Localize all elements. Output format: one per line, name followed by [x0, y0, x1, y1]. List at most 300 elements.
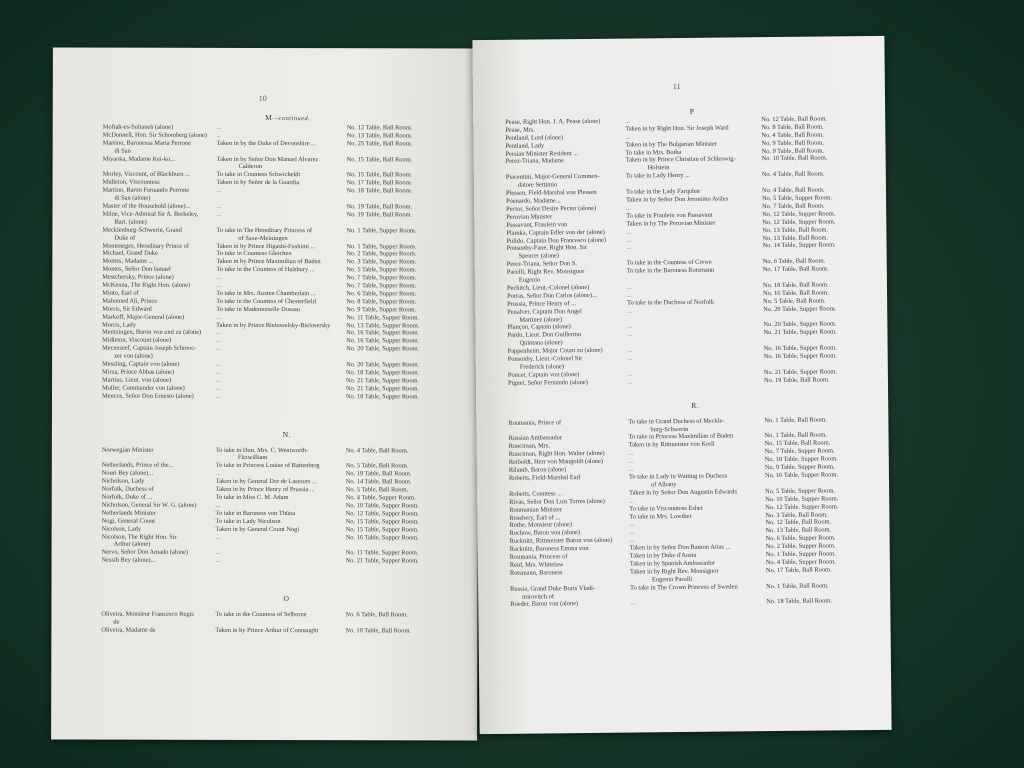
guest-name: [510, 600, 628, 609]
escort-line: Taken in by Señor de la Guardia: [216, 179, 300, 187]
guest-name-line: Rochow, Baron von (alone): [509, 529, 581, 538]
guest-name-line: Miyaoka, Madame Kei-ko...: [102, 155, 176, 163]
table-assignment: No. 21 Table, Supper Room.: [346, 385, 420, 393]
table-assignment: No. 13 Table, Ball Room.: [762, 226, 829, 234]
table-assignment: No. 15 Table, Supper Room.: [345, 525, 419, 533]
table-assignment: No. 8 Table, Ball Room.: [761, 123, 824, 131]
escort-line: To take in Mademoiselle Dussau: [216, 305, 300, 313]
section-letter: M: [265, 112, 273, 123]
guest-name: [103, 155, 215, 163]
table-assignment: No. 3 Table, Supper Room.: [346, 258, 417, 266]
guest-name-line: Pentland, Lord (alone): [505, 133, 564, 142]
guest-name-line: Nogi, General Count: [101, 517, 156, 525]
guest-name-continuation: zer von (alone): [114, 352, 153, 360]
escort-line: ...: [626, 283, 632, 291]
guest-name-line: Nicholson, General Sir W. G. (alone): [101, 501, 197, 509]
escort-line: ...: [216, 281, 222, 289]
guest-name-line: Pentland, Lady: [505, 142, 545, 150]
table-assignment: No. 1 Table, Ball Room.: [764, 431, 828, 440]
escort-line: ...: [628, 465, 634, 473]
table-assignment: No. 14 Table, Supper Room.: [762, 241, 836, 250]
table-assignment: No. 4 Table, Ball Room.: [345, 446, 409, 454]
seating-list: [505, 106, 884, 609]
section-heading: [103, 114, 473, 124]
escort-line: ...: [215, 501, 221, 509]
guest-name-line: Morris, Lady: [102, 321, 136, 329]
table-assignment: No. 2 Table, Supper Room.: [346, 250, 417, 258]
escort-line: To take in the Countess of Halsbury ...: [216, 266, 315, 274]
guest-name-continuation: mirovitch of: [522, 592, 555, 601]
guest-name-line: Reid, Mrs. Whitelaw: [509, 561, 564, 569]
table-assignment: No. 4 Table, Ball Room.: [761, 170, 825, 179]
guest-name-line: Pulido, Captain Don Francesco (alone): [506, 236, 607, 245]
left-page: [51, 47, 479, 740]
table-assignment: No. 15 Table, Ball Room.: [764, 439, 831, 448]
table-assignment: No. 18 Table, Ball Room.: [762, 281, 829, 290]
table-assignment: No. 15 Table, Ball Room.: [346, 171, 413, 179]
table-assignment: No. 16 Table, Supper Room.: [763, 344, 837, 353]
guest-name-line: Minto, Earl of: [102, 289, 139, 297]
escort-line: ...: [629, 536, 635, 544]
guest-entry: [102, 392, 472, 401]
escort-line: Taken in by Señor Don Ramon Arias ...: [629, 543, 731, 552]
guest-name-line: Mecenseef, Captain Joseph Schmoc-: [102, 344, 197, 353]
escort-line: ...: [216, 345, 221, 353]
escort-line: ...: [627, 370, 633, 378]
guest-name: [507, 244, 625, 261]
guest-name-line: Montenegro, Hereditary Prince of: [102, 242, 190, 250]
guest-name-line: Nervo, Señor Don Amado (alone): [101, 548, 189, 557]
table-assignment: No. 9 Table, Ball Room.: [761, 147, 825, 155]
escort-line: To take in Fraulein von Passavant: [626, 211, 713, 220]
table-assignment: No. 21 Table, Supper Room.: [763, 328, 837, 337]
guest-name-line: Pappenheim, Major Count zu (alone): [507, 347, 603, 356]
guest-name-line: Oliveira, Monsieur Francesco Regis: [101, 610, 194, 618]
table-assignment: No. 20 Table, Supper Room.: [763, 320, 837, 329]
guest-name-line: Montes, Señor Don Ismael: [102, 265, 171, 273]
guest-name-line: Roberts, Countess ...: [509, 490, 563, 498]
table-assignment: No. 12 Table, Supper Room.: [765, 502, 839, 511]
escort-line: To take in Lady Nicolson: [215, 517, 281, 525]
guest-name-line: Mecklenburg-Schwerin, Grand: [102, 226, 182, 234]
escort-line: To take in Lady in Waiting to Duchess: [628, 472, 728, 481]
escort-line: Taken in by Prince Arthur of Connaught: [215, 626, 319, 634]
guest-name-continuation: Martinez (alone): [519, 315, 563, 324]
guest-name-line: Racknitz, Baroness Emma von: [509, 545, 589, 553]
table-assignment: No. 6 Table, Supper Room.: [765, 534, 836, 543]
escort-line: ...: [630, 599, 636, 608]
guest-name-line: Prussia, Prince Henry of ...: [507, 299, 577, 308]
escort-note: [214, 211, 342, 219]
guest-name-line: Muller, Commander von (alone): [102, 384, 185, 392]
guest-name-line: Roeder, Baron von (alone): [510, 600, 579, 609]
guest-name-line: Ponsonby-Fane, Right Hon. Sir: [506, 244, 588, 253]
guest-name-line: Roumania, Prince of: [508, 418, 562, 427]
guest-name-line: Pardo, Lieut. Don Guillermo: [507, 331, 582, 340]
escort-note: [213, 627, 341, 635]
escort-note: [213, 611, 341, 619]
guest-name-continuation: Arthur (alone): [113, 541, 151, 549]
escort-line: ...: [629, 520, 635, 528]
guest-name-line: Martino, Baron Fernando Perrone: [102, 186, 190, 194]
section-heading: [508, 400, 882, 412]
table-assignment: No. 6 Table, Supper Room.: [346, 290, 417, 298]
escort-line: ...: [629, 528, 635, 536]
guest-name-continuation: Duke of: [114, 234, 136, 242]
table-assignment: No. 20 Table, Supper Room.: [346, 345, 420, 353]
guest-name-line: Mestchersky, Prince (alone): [102, 273, 174, 281]
escort-line: To take in The Crown Princess of Sweden: [630, 583, 738, 592]
table-assignment: No. 18 Table, Supper Room.: [346, 369, 420, 377]
escort-note: [628, 583, 762, 592]
escort-line: To take in Baroness von Thüna: [215, 509, 296, 517]
escort-line: Taken in by Spanish Ambassador: [629, 559, 716, 568]
escort-line: ...: [627, 378, 633, 386]
escort-line: To take in Countess Schwicheldt: [216, 171, 301, 179]
table-assignment: No. 7 Table, Ball Room.: [762, 202, 825, 211]
escort-note: [627, 472, 761, 489]
table-assignment: No. 12 Table, Ball Room.: [346, 124, 413, 132]
section-letter: R.: [691, 400, 700, 410]
guest-name-line: Netherlands, Prince of the...: [101, 461, 174, 470]
guest-entry: [102, 446, 472, 463]
escort-note: [215, 140, 343, 148]
escort-line: To take in Countess Gleichen: [216, 250, 292, 258]
guest-name-line: Runciman, Mrs.: [508, 442, 551, 451]
escort-line: ...: [628, 449, 634, 457]
table-assignment: No. 10 Table, Ball Room.: [761, 154, 828, 163]
escort-continuation: Fitzwilliam: [237, 454, 268, 462]
escort-note: [214, 533, 342, 541]
guest-name-line: Mencos, Señor Don Ernesto (alone): [101, 392, 194, 400]
guest-name-line: Pacelli, Right Rev. Monsignor: [506, 268, 585, 276]
guest-entry: [102, 557, 472, 566]
guest-name-line: Michael, Grand Duke: [102, 249, 158, 258]
escort-line: To take in The Hereditary Princess of: [216, 226, 313, 234]
table-assignment: No. 19 Table, Ball Room.: [346, 203, 413, 211]
escort-line: ...: [627, 291, 632, 299]
guest-name-line: Mentzingen, Baron von und zu (alone): [102, 329, 202, 337]
table-assignment: No. 14 Table, Ball Room.: [345, 478, 412, 486]
guest-name-line: Perez-Triana, Señor Don S.: [506, 260, 577, 269]
table-assignment: No. 7 Table, Supper Room.: [764, 447, 835, 456]
escort-line: ...: [626, 236, 632, 244]
section-heading: [102, 430, 472, 439]
guest-name-line: Nessib Bey (alone)...: [101, 556, 156, 564]
table-assignment: No. 20 Table, Supper Room.: [763, 305, 837, 313]
guest-name-continuation: Quintana (alone): [519, 339, 563, 347]
table-assignment: No. 4 Table, Supper Room.: [345, 494, 416, 502]
guest-name: [102, 345, 214, 361]
escort-continuation: Eugenio Pacelli: [651, 575, 693, 584]
table-assignment: No. 4 Table, Ball Room.: [761, 131, 824, 139]
guest-name-line: Norwegian Minister: [101, 446, 154, 454]
table-assignment: No. 7 Table, Supper Room.: [346, 274, 417, 282]
escort-line: ...: [215, 549, 221, 557]
guest-name-line: Porras, Señor Don Carlos (alone)...: [507, 291, 597, 300]
right-page: [472, 36, 891, 734]
escort-line: Taken in by Right Hon. Sir Joseph Ward: [625, 124, 729, 133]
table-assignment: No. 21 Table, Supper Room.: [763, 368, 838, 377]
escort-line: To take in Mrs. Botha: [625, 148, 682, 157]
table-assignment: No. 17 Table, Ball Room.: [762, 265, 829, 274]
table-assignment: No. 20 Table, Supper Room.: [346, 361, 420, 369]
escort-line: Taken in by Duke d'Aosta: [629, 551, 697, 560]
escort-note: [628, 599, 762, 608]
escort-note: [626, 353, 760, 362]
escort-line: ...: [216, 376, 221, 384]
guest-name: [510, 584, 628, 601]
guest-name-line: Roberts, Field-Marshal Earl: [508, 474, 581, 482]
escort-line: ...: [215, 392, 221, 400]
section-letter: O: [283, 594, 290, 604]
table-assignment: No. 12 Table, Supper Room.: [762, 218, 836, 226]
guest-name: [103, 187, 215, 203]
guest-name-line: Reiboldt, Herr von Mangoldt (alone): [508, 457, 604, 466]
guest-name-line: Moftah-es-Sultaneh (alone): [102, 123, 174, 131]
escort-note: [624, 171, 758, 180]
table-assignment: No. 1 Table, Supper Room.: [765, 550, 836, 559]
escort-line: ...: [215, 557, 221, 565]
guest-name-line: Mahomed Ali, Prince: [102, 297, 158, 305]
guest-name-line: Martius, Lieut. von (alone): [102, 376, 172, 384]
guest-name-line: Norfolk, Duke of ...: [101, 493, 153, 501]
table-assignment: No. 15 Table, Supper Room.: [345, 517, 419, 526]
guest-name-line: Russia, Grand Duke Boris Vladi-: [510, 584, 596, 593]
escort-line: ...: [216, 187, 222, 195]
escort-line: To take in Hon. Mrs. C. Wentworth-: [215, 446, 309, 454]
escort-note: [214, 393, 342, 401]
escort-line: ...: [216, 123, 222, 131]
guest-name-line: Martino, Baronessa Maria Perrone: [102, 139, 192, 147]
escort-line: Taken in by Señor Don Jeronimo Aviles: [626, 195, 729, 204]
guest-name: [508, 355, 626, 372]
guest-name: [508, 378, 626, 387]
guest-name-line: Plessen, Field-Marshal von Plessen: [505, 188, 597, 197]
guest-name-line: Pignet, Señor Fernando (alone): [507, 378, 588, 387]
guest-name-continuation: Frederick (alone): [519, 363, 565, 371]
escort-line: To take in Miss C. M. Adam: [215, 493, 289, 502]
guest-name-line: Milne, Vice-Admiral Sir A. Berkeley,: [102, 210, 199, 218]
escort-line: Taken in by The Bulgarian Minister: [625, 140, 718, 149]
table-assignment: No. 13 Table, Ball Room.: [765, 526, 832, 535]
escort-line: ...: [216, 273, 222, 282]
table-assignment: No. 9 Table, Supper Room.: [764, 463, 835, 472]
escort-line: ...: [215, 470, 221, 478]
escort-note: [214, 227, 342, 243]
guest-name-continuation: Spencer (alone): [518, 252, 559, 261]
escort-line: ...: [627, 330, 633, 338]
guest-name-line: Pechitch, Lieut.-Colonel (alone): [506, 283, 590, 292]
table-assignment: No. 18 Table, Supper Room.: [764, 455, 838, 464]
guest-name: [506, 157, 624, 166]
guest-name: [102, 226, 214, 242]
escort-note: [625, 266, 759, 275]
escort-line: Taken in by Señor Don Augustin Edwards: [629, 488, 737, 497]
table-assignment: No. 13 Table, Supper Room.: [346, 321, 420, 329]
escort-line: ...: [627, 346, 633, 354]
guest-entry: [102, 210, 472, 227]
guest-name-line: Plamka, Captain Edler von der (alone): [506, 228, 605, 237]
table-assignment: No. 16 Table, Supper Room.: [345, 533, 419, 541]
table-assignment: No. 10 Table, Supper Room.: [345, 502, 419, 510]
table-assignment: No. 10 Table, Supper Room.: [765, 495, 839, 503]
guest-name-line: Rosebery, Earl of ...: [509, 513, 561, 522]
guest-name-continuation: di San: [114, 147, 131, 155]
table-assignment: No. 13 Table, Ball Room.: [762, 233, 829, 242]
escort-line: ...: [216, 368, 221, 376]
guest-name-line: Messling, Captain von (alone): [102, 360, 180, 368]
guest-name-continuation: de: [113, 618, 120, 626]
table-assignment: No. 5 Table, Ball Room.: [763, 297, 826, 305]
table-assignment: No. 4 Table, Supper Room.: [765, 558, 836, 567]
escort-note: [628, 567, 762, 584]
escort-continuation: of Albany: [651, 480, 677, 489]
guest-name-line: Rilamb, Baron (alone): [508, 466, 567, 474]
escort-line: Taken in by Prince Christian of Schleswig-: [625, 155, 736, 165]
escort-continuation: Holstein: [647, 164, 670, 172]
table-assignment: No. 21 Table, Supper Room.: [345, 557, 419, 565]
table-assignment: No. 11 Table, Supper Room.: [345, 549, 419, 557]
guest-name-line: Nouri Bey (alone)...: [101, 469, 154, 477]
guest-name: [506, 173, 624, 190]
guest-name: [101, 626, 213, 634]
escort-line: To take in Grand Duchess of Meckle-: [628, 417, 725, 426]
escort-line: Taken in by Señor Don Manuel Alvarez: [216, 155, 319, 163]
escort-line: To take in the Countess of Crewe: [626, 258, 712, 267]
guest-name: [508, 418, 626, 427]
table-assignment: No. 3 Table, Ball Room.: [765, 510, 828, 519]
guest-name-line: Norfolk, Duchess of: [101, 485, 154, 493]
escort-line: Taken in by Rittmeister von Krell: [628, 441, 715, 449]
escort-line: To take in the Countess of Selborne: [215, 610, 307, 619]
guest-name-line: McKenna, The Right Hon. (alone): [102, 281, 191, 289]
escort-line: Taken in by General Count Nogi: [215, 525, 300, 533]
escort-note: [214, 345, 342, 353]
guest-name: [509, 474, 627, 483]
guest-name-line: Pector, Señor Desire Pector (alone): [506, 204, 597, 213]
escort-line: Taken in by General Dor de Lastours ...: [215, 478, 317, 486]
escort-line: To take in the Countess of Chesterfield: [216, 297, 316, 305]
table-assignment: No. 16 Table, Supper Room.: [346, 337, 420, 345]
table-assignment: No. 1 Table, Supper Room.: [346, 242, 417, 250]
guest-name-line: McDonnell, Hon. Sir Schomberg (alone): [102, 131, 207, 139]
table-assignment: No. 17 Table, Ball Room.: [346, 179, 413, 187]
escort-line: To take in Princess Louise of Battenberg: [215, 462, 320, 470]
table-assignment: No. 9 Table, Supper Room.: [346, 305, 417, 314]
guest-name-line: Midleton, Viscountess: [102, 178, 160, 186]
table-assignment: No. 19 Table, Ball Room.: [763, 376, 830, 384]
escort-note: [215, 187, 343, 195]
escort-line: ...: [625, 117, 631, 125]
escort-line: ...: [216, 329, 221, 337]
escort-line: To take in Lady Henry ...: [625, 172, 691, 180]
table-assignment: No. 16 Table, Supper Room.: [764, 471, 839, 480]
escort-line: ...: [216, 313, 222, 321]
table-assignment: No. 18 Table, Ball Room.: [766, 597, 832, 606]
escort-line: ...: [626, 228, 632, 236]
guest-name-continuation: Eugenio: [518, 276, 541, 284]
escort-line: To take in the Lady Farquhar: [625, 187, 701, 196]
page-number: 11: [672, 81, 681, 92]
escort-line: ...: [626, 204, 631, 212]
escort-note: [214, 557, 342, 565]
table-assignment: No. 6 Table, Ball Room.: [345, 611, 408, 619]
guest-name-line: Morley, Viscount, of Blackburn ...: [102, 170, 190, 179]
escort-note: [625, 330, 759, 339]
table-assignment: No. 6 Table, Ball Room.: [762, 257, 826, 266]
table-assignment: No. 8 Table, Supper Room.: [346, 298, 417, 306]
seating-list: [101, 114, 472, 636]
guest-name-line: Nicolson, Lady: [101, 525, 142, 533]
guest-name-line: Morris, Sir Edward: [102, 305, 152, 313]
escort-note: [625, 243, 759, 252]
table-assignment: No. 5 Table, Ball Room.: [345, 486, 409, 494]
table-assignment: No. 15 Table, Ball Room.: [346, 155, 413, 163]
escort-line: ...: [216, 210, 222, 218]
guest-name-line: Rothe, Monsieur (alone): [509, 521, 573, 530]
guest-entry: [103, 155, 473, 172]
guest-name: [103, 139, 215, 155]
escort-line: Taken in by Prince Henry of Prussia ...: [215, 485, 315, 494]
guest-entry: [101, 626, 471, 635]
escort-line: Taken in by Prince Bielosselsky-Bielosersky: [216, 321, 331, 329]
section-continued-label: —continued.: [272, 115, 311, 123]
escort-note: [624, 156, 758, 173]
escort-line: ...: [625, 133, 631, 141]
escort-line: ...: [627, 322, 633, 331]
escort-note: [214, 446, 342, 462]
guest-name-line: Pease, Right Hon. J. A. Pease (alone): [505, 117, 601, 126]
table-assignment: No. 1 Table, Ball Room.: [766, 582, 829, 590]
escort-line: To take in Princess Maximilian of Baden: [628, 432, 734, 441]
table-assignment: No. 12 Table, Supper Room.: [345, 509, 419, 518]
guest-entry: [102, 533, 472, 550]
escort-line: ...: [216, 202, 222, 210]
guest-entry: [102, 345, 472, 362]
escort-note: [215, 155, 343, 171]
guest-name: [102, 557, 214, 565]
guest-name: [507, 307, 625, 324]
table-assignment: No. 16 Table, Supper Room.: [763, 352, 837, 361]
guest-name-line: Poenardo, Madame...: [506, 197, 561, 205]
table-assignment: No. 19 Table, Ball Room.: [345, 470, 412, 478]
escort-line: ...: [216, 360, 221, 368]
table-assignment: No. 25 Table, Ball Room.: [346, 139, 413, 148]
escort-line: ...: [627, 354, 633, 362]
escort-continuation: of Saxe-Meiningen: [238, 234, 288, 242]
guest-name-line: Runciman, Right Hon. Walter (alone): [508, 450, 605, 459]
escort-line: To take in the Baroness Rotsmann: [626, 266, 715, 275]
guest-name-continuation: di San (alone): [114, 194, 151, 202]
page-number: 10: [258, 93, 267, 104]
escort-line: ...: [627, 307, 633, 315]
table-assignment: No. 16 Table, Supper Room.: [346, 329, 420, 337]
guest-name: [102, 210, 214, 226]
guest-name-line: Plançon, Captain (alone): [507, 323, 571, 332]
guest-entry: [103, 139, 473, 156]
escort-line: Taken in by The Peruvian Minister: [626, 219, 716, 228]
guest-name-line: Penalver, Captain Don Angel: [507, 307, 582, 316]
table-assignment: No. 5 Table, Supper Room.: [346, 266, 417, 274]
escort-line: Taken in by Right Rev. Monsignor: [629, 567, 719, 576]
guest-name-line: Master of the Household (alone)...: [102, 202, 191, 210]
guest-name-line: Nicolson, The Right Hon. Sir: [101, 533, 177, 541]
escort-line: ...: [216, 131, 222, 139]
section-heading: [101, 595, 471, 604]
guest-name: [102, 392, 214, 400]
guest-name-line: Nicholson, Lady: [101, 477, 145, 485]
